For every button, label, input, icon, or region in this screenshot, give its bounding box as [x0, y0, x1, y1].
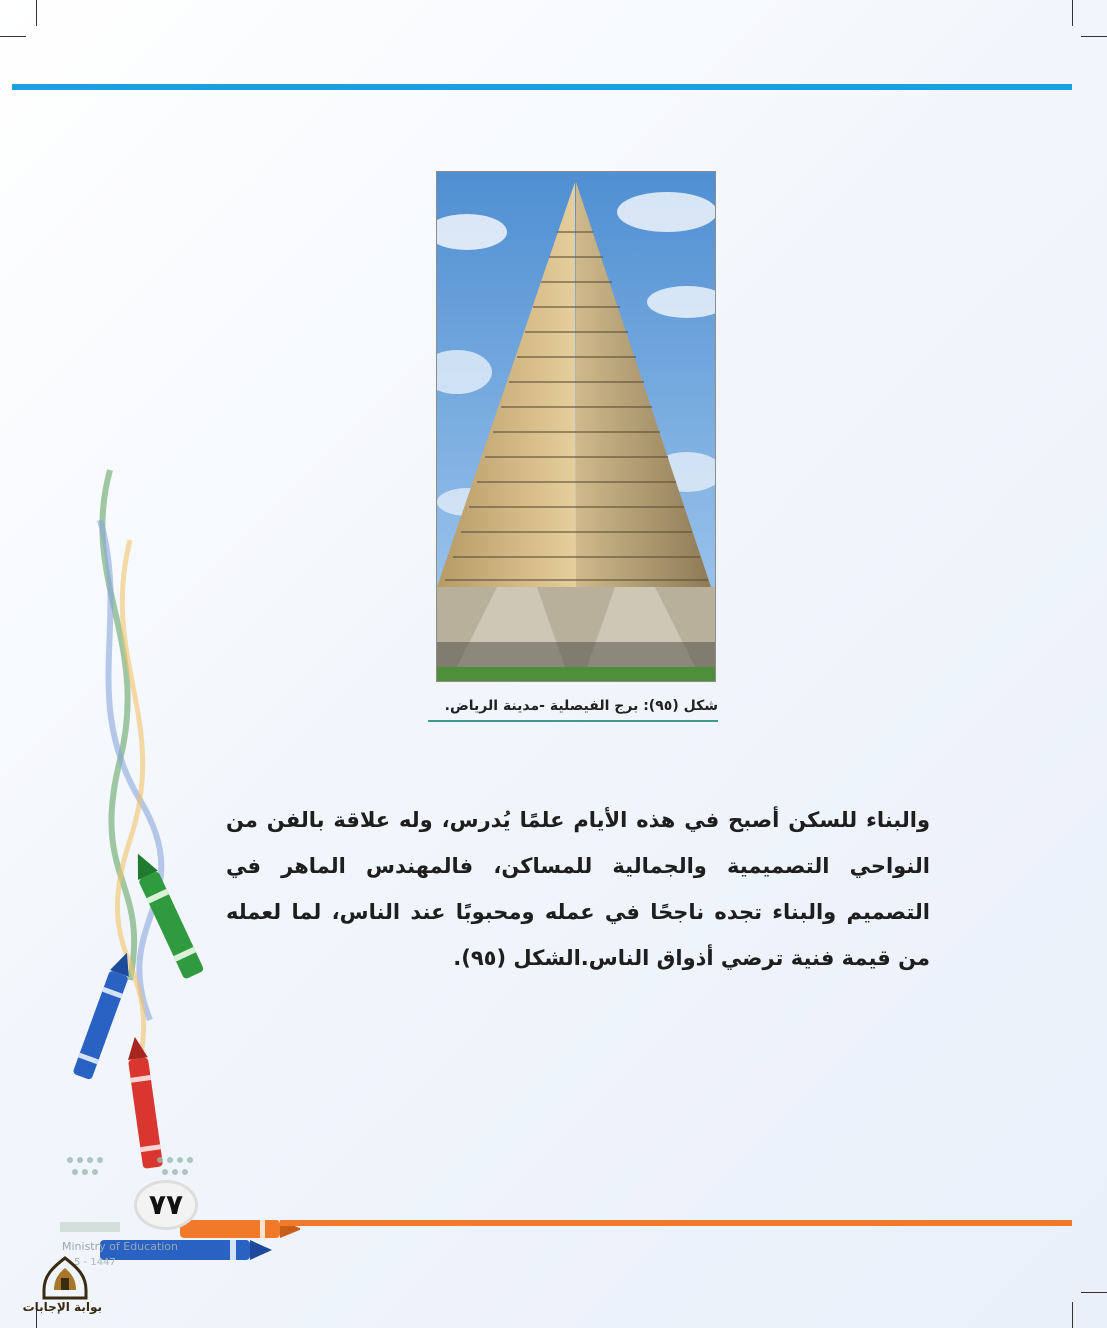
ministry-year: 5 - 1447	[74, 1257, 116, 1268]
ministry-text: Ministry of Education	[62, 1240, 179, 1253]
crayon-blue-icon	[72, 949, 136, 1080]
tower-photo	[436, 171, 716, 682]
crop-mark	[0, 36, 26, 37]
crop-mark	[1072, 1302, 1073, 1328]
bottom-orange-rule	[280, 1220, 1072, 1226]
crop-mark	[1081, 36, 1107, 37]
tower-illustration	[437, 172, 715, 681]
top-blue-rule	[12, 84, 1072, 90]
figure-caption: شكل (٩٥): برج الفيصلية -مدينة الرياض.	[444, 698, 718, 714]
portal-label: بوابة الإجابات	[22, 1300, 102, 1314]
caption-underline	[428, 720, 718, 722]
body-paragraph: والبناء للسكن أصبح في هذه الأيام علمًا يُدرس، وله علاقة بالفن من النواحي التصميمية والجمالية للمساكن، فالمهندس الماهر في التصميم والبناء تجده ناجحًا في عمله ومحبوبًا عند الناس، لما لعمله من قيمة فنية ترضي أذواق الناس.الشكل (٩٥).	[226, 808, 930, 970]
page-number: ٧٧	[134, 1180, 198, 1230]
crop-mark	[1072, 0, 1073, 26]
crop-mark	[1081, 1292, 1107, 1293]
crop-mark	[36, 0, 37, 26]
crayon-red-icon	[125, 1035, 163, 1168]
